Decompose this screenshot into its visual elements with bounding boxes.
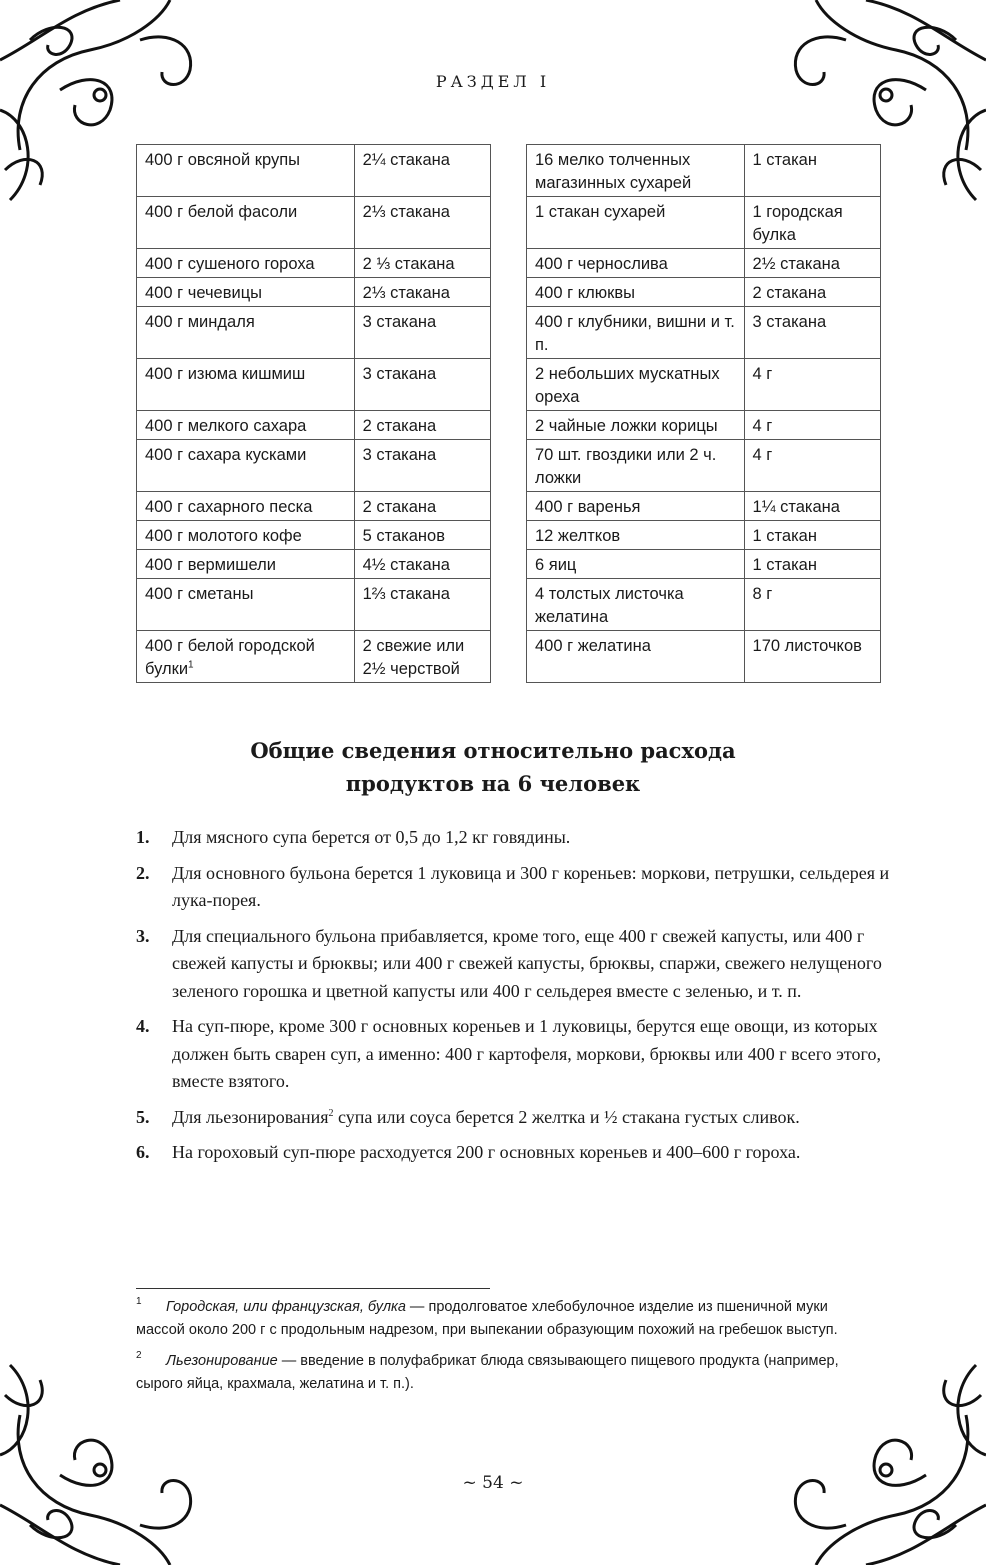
item-text: Для мясного супа берется от 0,5 до 1,2 кг говядины. <box>172 827 571 847</box>
measure-cell: 4 г <box>744 411 880 440</box>
list-item <box>136 923 896 1006</box>
table-row <box>137 521 491 550</box>
table-row <box>527 440 881 492</box>
table-row <box>137 579 491 631</box>
footnote <box>136 1296 876 1342</box>
item-number: 1. <box>136 827 150 847</box>
table-row <box>137 278 491 307</box>
footnote-ref[interactable]: 2 <box>328 1107 334 1119</box>
product-cell: 400 г овсяной крупы <box>137 145 355 197</box>
list-item <box>136 1104 896 1132</box>
measure-cell: 170 листочков <box>744 631 880 683</box>
running-head: РАЗДЕЛ I <box>435 72 551 91</box>
measure-cell: 1⅔ стакана <box>354 579 490 631</box>
table-row <box>137 307 491 359</box>
measure-cell: 1 стакан <box>744 550 880 579</box>
item-text: На гороховый суп-пюре расходуется 200 г основных кореньев и 400–600 г гороха. <box>172 1142 801 1162</box>
measure-cell: 4 г <box>744 359 880 411</box>
table-row <box>527 550 881 579</box>
measure-cell: 1 городская булка <box>744 197 880 249</box>
item-number: 4. <box>136 1016 150 1036</box>
item-text: На суп-пюре, кроме 300 г основных кореньев и 1 луковицы, берутся еще овощи, из которых должен быть сварен суп, а именно: 400 г картофеля, моркови, брюквы или 400 г всего этого, вместе взятого. <box>172 1016 881 1091</box>
item-number: 5. <box>136 1106 150 1127</box>
product-cell: 2 небольших мускатных ореха <box>527 359 745 411</box>
measure-cell: 2 стакана <box>354 492 490 521</box>
table-row <box>137 145 491 197</box>
product-cell: 4 толстых листочка желатина <box>527 579 745 631</box>
measure-cell: 1 стакан <box>744 145 880 197</box>
item-text: Для основного бульона берется 1 луковица и 300 г кореньев: моркови, петрушки, сельдерея и лука-порея. <box>172 862 890 910</box>
product-cell: 400 г сахара кусками <box>137 440 355 492</box>
footnote-text: — введение в полуфабрикат блюда связывающего пищевого продукта (например, сырого яйца, крахмала, желатина и т. п.). <box>136 1353 839 1392</box>
measure-cell: 3 стакана <box>354 440 490 492</box>
measure-cell: 2⅓ стакана <box>354 197 490 249</box>
product-cell: 6 яиц <box>527 550 745 579</box>
product-cell: 400 г сметаны <box>137 579 355 631</box>
measure-cell: 1¼ стакана <box>744 492 880 521</box>
section-title <box>0 734 986 800</box>
product-cell: 1 стакан сухарей <box>527 197 745 249</box>
product-cell: 400 г изюма кишмиш <box>137 359 355 411</box>
section-title-line: Общие сведения относительно расхода <box>250 738 736 763</box>
section-title-line: продуктов на 6 человек <box>345 771 641 796</box>
product-cell: 400 г белой городской булки$^1$ <box>137 631 355 683</box>
table-row <box>137 631 491 683</box>
measure-cell: 4½ стакана <box>354 550 490 579</box>
footnote-term: Городская, или французская, булка <box>166 1299 406 1315</box>
measure-cell: 2 ⅓ стакана <box>354 249 490 278</box>
measure-cell: 2¼ стакана <box>354 145 490 197</box>
product-cell: 400 г желатина <box>527 631 745 683</box>
footnote-divider <box>136 1288 490 1289</box>
footnote-mark: 2 <box>136 1350 142 1361</box>
product-cell: 400 г миндаля <box>137 307 355 359</box>
footnote-text: — продолговатое хлебобулочное изделие из пшеничной муки массой около 200 г с продольным надрезом, при выпекании образующим похожий на гребешок выступ. <box>136 1299 838 1338</box>
table-row <box>527 631 881 683</box>
measure-cell: 2⅓ стакана <box>354 278 490 307</box>
measure-cell: 8 г <box>744 579 880 631</box>
table-row <box>527 521 881 550</box>
table-row <box>137 411 491 440</box>
table-row <box>527 579 881 631</box>
table-row <box>137 492 491 521</box>
measure-cell: 2½ стакана <box>744 249 880 278</box>
table-row <box>137 550 491 579</box>
list-item <box>136 860 896 915</box>
measure-cell: 4 г <box>744 440 880 492</box>
table-row <box>527 492 881 521</box>
product-cell: 400 г сушеного гороха <box>137 249 355 278</box>
product-cell: 12 желтков <box>527 521 745 550</box>
product-cell: 400 г белой фасоли <box>137 197 355 249</box>
measure-cell: 3 стакана <box>354 307 490 359</box>
table-row <box>137 197 491 249</box>
product-cell: 400 г клюквы <box>527 278 745 307</box>
footnote-mark: 1 <box>136 1296 142 1307</box>
table-row <box>137 359 491 411</box>
consumption-rules-list <box>136 824 896 1175</box>
product-cell: 2 чайные ложки корицы <box>527 411 745 440</box>
measure-cell: 2 стакана <box>354 411 490 440</box>
footnote <box>136 1350 876 1396</box>
table-row <box>527 411 881 440</box>
table-row <box>527 145 881 197</box>
measure-cell: 5 стаканов <box>354 521 490 550</box>
footnote-ref[interactable]: 1 <box>188 659 194 671</box>
table-row <box>527 249 881 278</box>
product-cell: 400 г чечевицы <box>137 278 355 307</box>
item-text: супа или соуса берется 2 желтка и ½ стакана густых сливок. <box>333 1106 800 1127</box>
measure-cell: 2 стакана <box>744 278 880 307</box>
product-cell: 70 шт. гвоздики или 2 ч. ложки <box>527 440 745 492</box>
item-number: 3. <box>136 925 150 946</box>
table-row <box>527 359 881 411</box>
measure-cell: 1 стакан <box>744 521 880 550</box>
table-row <box>527 278 881 307</box>
measure-cell: 2 свежие или 2½ черствой <box>354 631 490 683</box>
table-row <box>137 440 491 492</box>
footnotes <box>136 1296 876 1404</box>
list-item <box>136 1139 896 1167</box>
list-item <box>136 824 896 852</box>
table-row <box>137 249 491 278</box>
product-cell: 400 г мелкого сахара <box>137 411 355 440</box>
page-number: ~ 54 ~ <box>462 1473 524 1493</box>
product-cell: 400 г варенья <box>527 492 745 521</box>
product-cell: 400 г клубники, вишни и т. п. <box>527 307 745 359</box>
measure-cell: 3 стакана <box>354 359 490 411</box>
table-row <box>527 307 881 359</box>
list-item <box>136 1013 896 1096</box>
product-cell: 16 мелко толченных магазинных сухарей <box>527 145 745 197</box>
measures-table-right <box>526 144 881 683</box>
item-text: Для специального бульона прибавляется, кроме того, еще 400 г свежей капусты, или 400 г свежей капусты и брюквы; или 400 г свежей капусты, брюквы, спаржи, свежего нелущеного зеленого горошка и цветной капусты или 400 г сельдерея вместе с зеленью, и т. п. <box>172 925 882 1001</box>
product-cell: 400 г молотого кофе <box>137 521 355 550</box>
product-cell: 400 г вермишели <box>137 550 355 579</box>
measures-table-left <box>136 144 491 683</box>
footnote-term: Льезонирование <box>166 1353 278 1369</box>
table-row <box>527 197 881 249</box>
measure-cell: 3 стакана <box>744 307 880 359</box>
item-number: 6. <box>136 1142 150 1162</box>
product-cell: 400 г чернослива <box>527 249 745 278</box>
item-text: Для льезонирования <box>172 1106 329 1127</box>
item-number: 2. <box>136 862 150 883</box>
product-cell: 400 г сахарного песка <box>137 492 355 521</box>
